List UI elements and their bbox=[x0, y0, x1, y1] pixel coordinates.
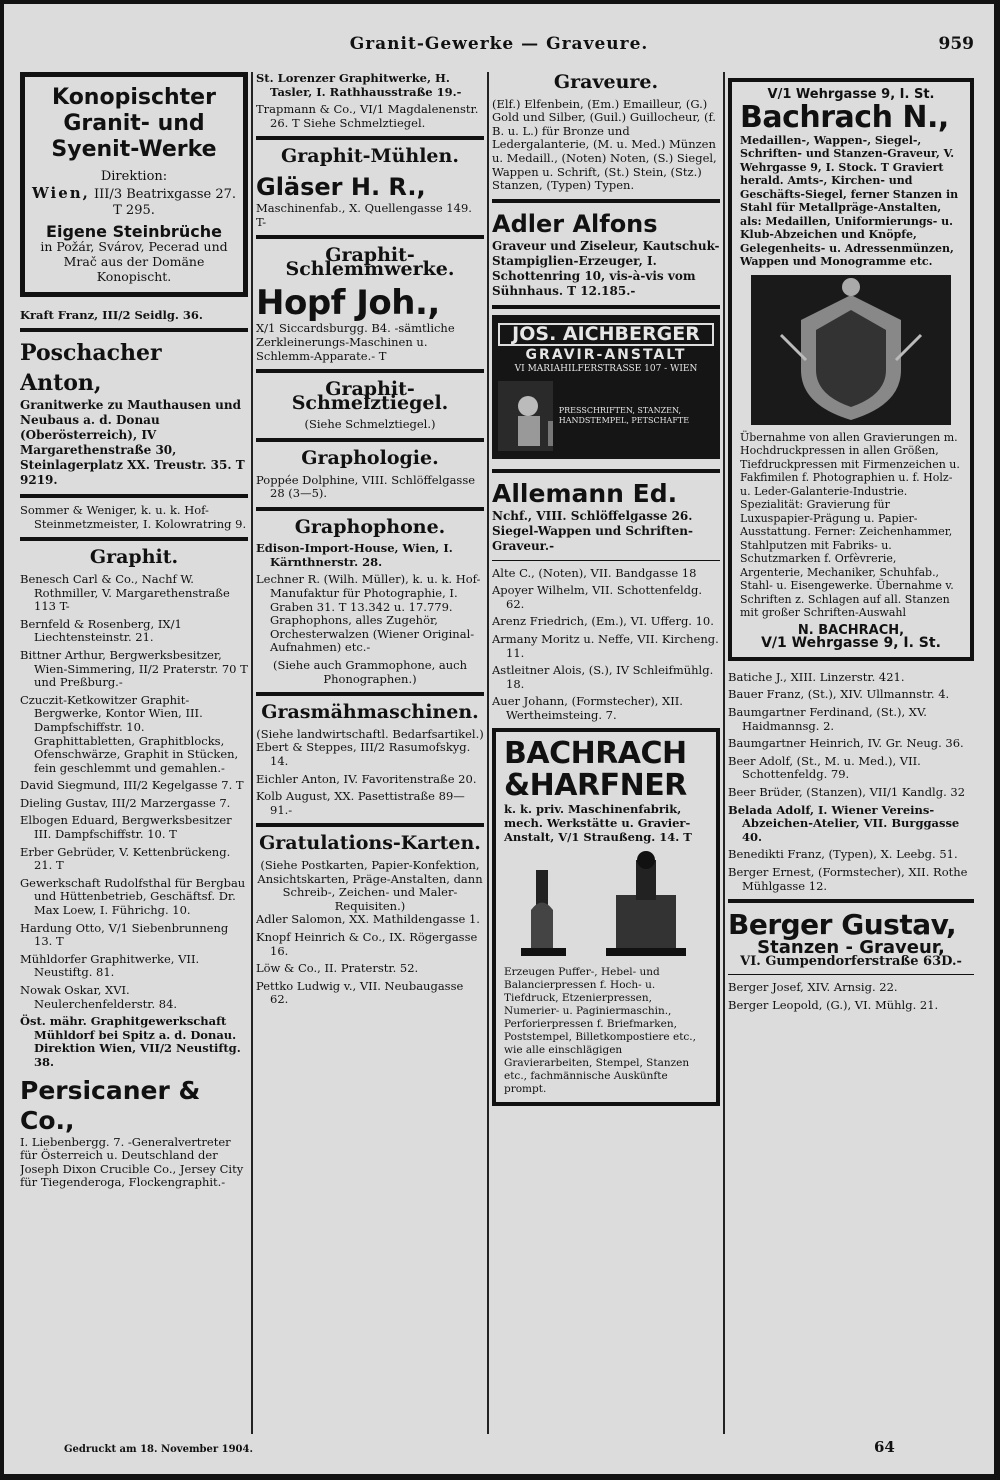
bachrach-bottom-1: N. BACHRACH, bbox=[797, 622, 905, 638]
hopf-name: Hopf Joh., bbox=[256, 283, 440, 324]
abbreviation-key: (Elf.) Elfenbein, (Em.) Emailleur, (G.) Gold und Silber, (Guil.) Guillocheur, (f. B. u. L.) für Bronze und Ledergalanterie, (M. u. Med.) Münzen u. Medaill., (Noten) Noten, (S.) Siegel, Wappen u. Schrift, (St.) Stein, (Stz.) Stanzen, (Typen) Typen. bbox=[492, 96, 717, 193]
section-heading-graphophone: Graphophone. bbox=[294, 515, 446, 538]
separator bbox=[728, 899, 974, 903]
column-1 bbox=[20, 72, 248, 1432]
entry-kraft: Kraft Franz, III/2 Seidlg. 36. bbox=[20, 307, 203, 322]
section-heading-gras: Grasmähmaschinen. bbox=[261, 701, 479, 724]
entry-graphit: Czuczit-Ketkowitzer Graphit-Bergwerke, Kontor Wien, III. Dampfschiffstr. 10. Graphittabletten, Graphitblocks, Ofenschwärze, Graphit in Stücken, fein geschlemmt und gemahlen.- bbox=[20, 692, 239, 775]
aichberger-addr: VI MARIAHILFERSTRASSE 107 - WIEN bbox=[514, 363, 698, 374]
entry-graveur: Baumgartner Ferdinand, (St.), XV. Haidmannsg. 2. bbox=[728, 704, 927, 733]
separator bbox=[20, 537, 248, 541]
separator bbox=[728, 974, 974, 975]
entry-graphit: David Siegmund, III/2 Kegelgasse 7. T bbox=[20, 778, 244, 793]
poschacher-name: Poschacher Anton, bbox=[20, 340, 162, 397]
column-rule bbox=[487, 72, 489, 1434]
entry-graphophone: Lechner R. (Wilh. Müller), k. u. k. Hof-Manufaktur für Photographie, I. Graben 31. T 13.342 u. 17.779. Graphophons, alles Zugehör, Orchesterwalzen (Wiener Original-Aufnahmen) etc.- bbox=[256, 572, 481, 655]
crest-icon bbox=[751, 275, 951, 425]
entry-graveur: Berger Josef, XIV. Arnsig. 22. bbox=[728, 980, 898, 995]
separator bbox=[256, 438, 484, 442]
ad-city: Wien, bbox=[31, 184, 90, 202]
ad-quarries: Eigene Steinbrüche bbox=[46, 222, 222, 241]
entry-graphit: Mühldorfer Graphitwerke, VII. Neustiftg. 81. bbox=[20, 951, 200, 980]
entry-graveur: Berger Ernest, (Formstecher), XII. Rothe Mühlgasse 12. bbox=[728, 864, 968, 893]
entry-gratulation: Knopf Heinrich & Co., IX. Rögergasse 16. bbox=[256, 929, 478, 958]
bachrach-bottom-2: V/1 Wehrgasse 9, I. St. bbox=[761, 635, 941, 652]
see-reference: (Siehe landwirtschaftl. Bedarfsartikel.) bbox=[256, 726, 484, 741]
column-rule bbox=[723, 72, 725, 1434]
sheet-number: 64 bbox=[874, 1438, 895, 1456]
print-date: Gedruckt am 18. November 1904. bbox=[64, 1444, 253, 1455]
separator bbox=[256, 369, 484, 373]
separator bbox=[20, 494, 248, 498]
ad-places: in Požár, Svárov, Pecerad und Mrač aus der Domäne Konopischt. bbox=[40, 238, 228, 284]
aichberger-services: PRESSCHRIFTEN, STANZEN, HANDSTEMPEL, PETSCHAFTE bbox=[558, 405, 690, 425]
separator bbox=[492, 469, 720, 473]
entry-graphit: Dieling Gustav, III/2 Marzergasse 7. bbox=[20, 795, 231, 810]
bachrach-name: Bachrach N., bbox=[740, 99, 949, 135]
bachrach-sub: Medaillen-, Wappen-, Siegel-, Schriften- und Stanzen-Graveur, V. Wehrgasse 9, I. Stock. T Graviert herald. Amts-, Kirchen- und Geschäfts-Siegel, ferner Stanzen in Stahl für Metallpräge-Anstalten, als: Medaillen, Uniformierungs- u. Klub-Abzeichen und Knöpfe, Gelegenheits- u. Adressenmünzen, Wappen und Monogramme etc. bbox=[740, 133, 959, 269]
see-reference: (Siehe Schmelztiegel.) bbox=[304, 417, 436, 432]
entry-graphit: Öst. mähr. Graphitgewerkschaft Mühldorf bei Spitz a. d. Donau. Direktion Wien, VII/2 Neustiftg. 38. bbox=[20, 1014, 241, 1069]
section-heading-gratulations: Gratulations-Karten. bbox=[259, 832, 481, 855]
entry-graveur: Baumgartner Heinrich, IV. Gr. Neug. 36. bbox=[728, 736, 964, 751]
glaeser-name: Gläser H. R., bbox=[256, 172, 426, 201]
separator bbox=[256, 692, 484, 696]
entry-poppee: Poppée Dolphine, VIII. Schlöffelgasse 28 (3—5). bbox=[256, 472, 476, 501]
separator bbox=[492, 305, 720, 309]
entry-graphit-cont: St. Lorenzer Graphitwerke, H. Tasler, I. Rathhausstraße 19.- bbox=[256, 72, 462, 99]
separator bbox=[256, 823, 484, 827]
aichberger-title: JOS. AICHBERGER bbox=[498, 323, 714, 347]
persicaner-name: Persicaner & Co., bbox=[20, 1075, 201, 1135]
bh-title-2: &HARFNER bbox=[504, 768, 687, 804]
entry-graveur: Armany Moritz u. Neffe, VII. Kircheng. 11. bbox=[492, 631, 719, 660]
running-title: Granit-Gewerke — Graveure. bbox=[349, 34, 649, 54]
column-3 bbox=[492, 72, 720, 1432]
entry-graphophone: Edison-Import-House, Wien, I. Kärnthnerstr. 28. bbox=[256, 541, 453, 569]
entry-gratulation: Pettko Ludwig v., VII. Neubaugasse 62. bbox=[256, 978, 464, 1007]
poschacher-text: Granitwerke zu Mauthausen und Neubaus a. d. Donau (Oberösterreich), IV Margarethenstraße 30, Steinlagerplatz XX. Treustr. 35. T 9219. bbox=[20, 398, 245, 488]
see-reference: (Siehe Postkarten, Papier-Konfektion, Ansichtskarten, Präge-Anstalten, dann Schreib-, Zeichen- und Maler-Requisiten.) bbox=[257, 857, 483, 913]
separator bbox=[492, 199, 720, 203]
section-heading-graphologie: Graphologie. bbox=[301, 446, 439, 469]
entry-graveur: Beer Brüder, (Stanzen), VII/1 Kandlg. 32 bbox=[728, 784, 966, 799]
bachrach-ad bbox=[728, 78, 974, 661]
section-heading-schmelz: Graphit-Schmelztiegel. bbox=[291, 378, 449, 414]
separator bbox=[256, 136, 484, 140]
stamp-press-icon bbox=[506, 850, 706, 960]
section-heading-schlemm: Graphit-Schlemmwerke. bbox=[285, 244, 455, 280]
section-heading-graveure: Graveure. bbox=[553, 72, 659, 93]
entry-graphit: Bittner Arthur, Bergwerksbesitzer, Wien-Simmering, II/2 Praterstr. 70 T und Preßburg.- bbox=[20, 647, 248, 690]
hopf-text: X/1 Siccardsburgg. B4. -sämtliche Zerkleinerungs-Maschinen u. Schlemm-Apparate.- T bbox=[256, 321, 455, 363]
entry-graveur: Arenz Friedrich, (Em.), VI. Ufferg. 10. bbox=[492, 614, 714, 629]
section-heading-graphit: Graphit. bbox=[89, 546, 179, 569]
entry-graphit-cont: Trapmann & Co., VI/1 Magdalenenstr. 26. T Siehe Schmelztiegel. bbox=[256, 102, 479, 130]
berger-name: Berger Gustav, bbox=[728, 908, 957, 942]
persicaner-text: I. Liebenbergg. 7. -Generalvertreter für Österreich u. Deutschland der Joseph Dixon Crucible Co., Jersey City für Tiegenderoga, Flockengraphit.- bbox=[20, 1134, 244, 1190]
column-2 bbox=[256, 72, 484, 1432]
glaeser-text: Maschinenfab., X. Quellengasse 149. T- bbox=[256, 200, 472, 229]
entry-graphit: Elbogen Eduard, Bergwerksbesitzer III. Dampfschiffstr. 10. T bbox=[20, 813, 232, 842]
entry-graveur: Apoyer Wilhelm, VII. Schottenfeldg. 62. bbox=[492, 583, 703, 611]
entry-graveur: Berger Leopold, (G.), VI. Mühlg. 21. bbox=[728, 997, 939, 1012]
entry-graveur: Belada Adolf, I. Wiener Vereins-Abzeichen-Atelier, VII. Burggasse 40. bbox=[728, 802, 960, 844]
aichberger-ad bbox=[492, 315, 720, 459]
separator bbox=[492, 560, 720, 561]
bh-title-1: BACHRACH bbox=[504, 736, 687, 772]
bh-text-2: Erzeugen Puffer-, Hebel- und Balancierpressen f. Hoch- u. Tiefdruck, Etzenierpressen, Numerier- u. Paginiermaschin., Perforierpressen f. Briefmarken, Poststempel, Billetkompostiere etc., wie alle einschlägigen Gravierarbeiten, Stempel, Stanzen etc., fachmännische Auskünfte prompt. bbox=[504, 966, 696, 1096]
entry-graveur: Bauer Franz, (St.), XIV. Ullmannstr. 4. bbox=[728, 687, 950, 702]
column-rule bbox=[251, 72, 253, 1434]
entry-graveur: Beer Adolf, (St., M. u. Med.), VII. Schottenfeldg. 79. bbox=[728, 753, 921, 782]
section-heading-muehlen: Graphit-Mühlen. bbox=[281, 145, 459, 168]
allemann-name: Allemann Ed. bbox=[492, 478, 678, 508]
entry-graphit: Gewerkschaft Rudolfsthal für Bergbau und Hüttenbetrieb, Geschäftsf. Dr. Max Loew, I. Führichg. 10. bbox=[20, 875, 246, 918]
bh-text: k. k. priv. Maschinenfabrik, mech. Werkstätte u. Gravier-Anstalt, V/1 Straußeng. 14. T bbox=[504, 802, 692, 845]
konopischt-ad bbox=[20, 72, 248, 297]
page-number: 959 bbox=[938, 34, 974, 54]
entry-gratulation: Löw & Co., II. Praterstr. 52. bbox=[256, 961, 419, 976]
entry-graphit: Bernfeld & Rosenberg, IX/1 Liechtensteinstr. 21. bbox=[20, 616, 182, 645]
aichberger-sub: GRAVIR-ANSTALT bbox=[525, 347, 687, 364]
ad-direction: Direktion: bbox=[100, 169, 168, 184]
entry-gras: Ebert & Steppes, III/2 Rasumofskyg. 14. bbox=[256, 740, 471, 768]
entry-gras: Kolb August, XX. Pasettistraße 89—91.- bbox=[256, 789, 465, 817]
engraver-scene-icon bbox=[498, 381, 553, 451]
entry-gratulation: Adler Salomon, XX. Mathildengasse 1. bbox=[256, 912, 480, 927]
adler-name: Adler Alfons bbox=[492, 209, 658, 238]
separator bbox=[256, 507, 484, 511]
entry-graveur: Batiche J., XIII. Linzerstr. 421. bbox=[728, 669, 905, 684]
entry-graveur: Alte C., (Noten), VII. Bandgasse 18 bbox=[492, 565, 697, 580]
ad-title: Konopischter Granit- und Syenit-Werke bbox=[51, 85, 217, 162]
berger-sub: Stanzen - Graveur, bbox=[757, 937, 945, 959]
allemann-text: Nchf., VIII. Schlöffelgasse 26. Siegel-Wappen und Schriften-Graveur.- bbox=[492, 508, 693, 553]
separator bbox=[256, 235, 484, 239]
entry-graveur: Auer Johann, (Formstecher), XII. Wertheimsteing. 7. bbox=[492, 694, 683, 722]
entry-graveur: Astleitner Alois, (S.), IV Schleifmühlg. 18. bbox=[492, 663, 714, 691]
berger-addr: VI. Gumpendorferstraße 63D.- bbox=[740, 953, 962, 969]
separator bbox=[20, 328, 248, 332]
entry-graphit: Erber Gebrüder, V. Kettenbrückeng. 21. T bbox=[20, 844, 231, 873]
directory-page bbox=[4, 4, 994, 1474]
entry-graphit: Hardung Otto, V/1 Siebenbrunneng 13. T bbox=[20, 920, 229, 949]
adler-text: Graveur und Ziseleur, Kautschuk-Stampiglien-Erzeuger, I. Schottenring 10, vis-à-vis vom Sühnhaus. T 12.185.- bbox=[492, 238, 720, 298]
entry-graphit: Nowak Oskar, XVI. Neulerchenfelderstr. 84. bbox=[20, 983, 178, 1011]
see-reference: (Siehe auch Grammophone, auch Phonographen.) bbox=[272, 658, 468, 686]
bachrach-harfner-ad bbox=[492, 728, 720, 1106]
bachrach-more: Übernahme von allen Gravierungen m. Hochdruckpressen in allen Größen, Tiefdruckpressen mit Firmenzeichen u. Fakfimilen f. Photographien u. f. Holz- u. Leder-Galanterie-Industrie. Spezialität: Gravierung für Luxuspapier-Prägung u. Papier-Ausstattung. Ferner: Zeichenhammer, Stahlputzen mit Fabriks- u. Schutzmarken f. Orfèvrerie, Argenterie, Mechaniker, Schuhfab., Stahl- u. Eisengewerke. Übernahme v. Schriften z. Schlagen auf all. Stanzen mit großer Schriften-Auswahl bbox=[740, 430, 960, 620]
bachrach-top: V/1 Wehrgasse 9, I. St. bbox=[767, 87, 935, 102]
entry-sommer: Sommer & Weniger, k. u. k. Hof-Steinmetzmeister, I. Kolowratring 9. bbox=[20, 503, 247, 531]
ad-address: III/3 Beatrixgasse 27. T 295. bbox=[94, 187, 237, 218]
entry-graphit: Benesch Carl & Co., Nachf W. Rothmiller, V. Margarethenstraße 113 T- bbox=[20, 571, 230, 614]
entry-gras: Eichler Anton, IV. Favoritenstraße 20. bbox=[256, 771, 477, 786]
column-4 bbox=[728, 72, 974, 1432]
entry-graveur: Benedikti Franz, (Typen), X. Leebg. 51. bbox=[728, 847, 958, 862]
